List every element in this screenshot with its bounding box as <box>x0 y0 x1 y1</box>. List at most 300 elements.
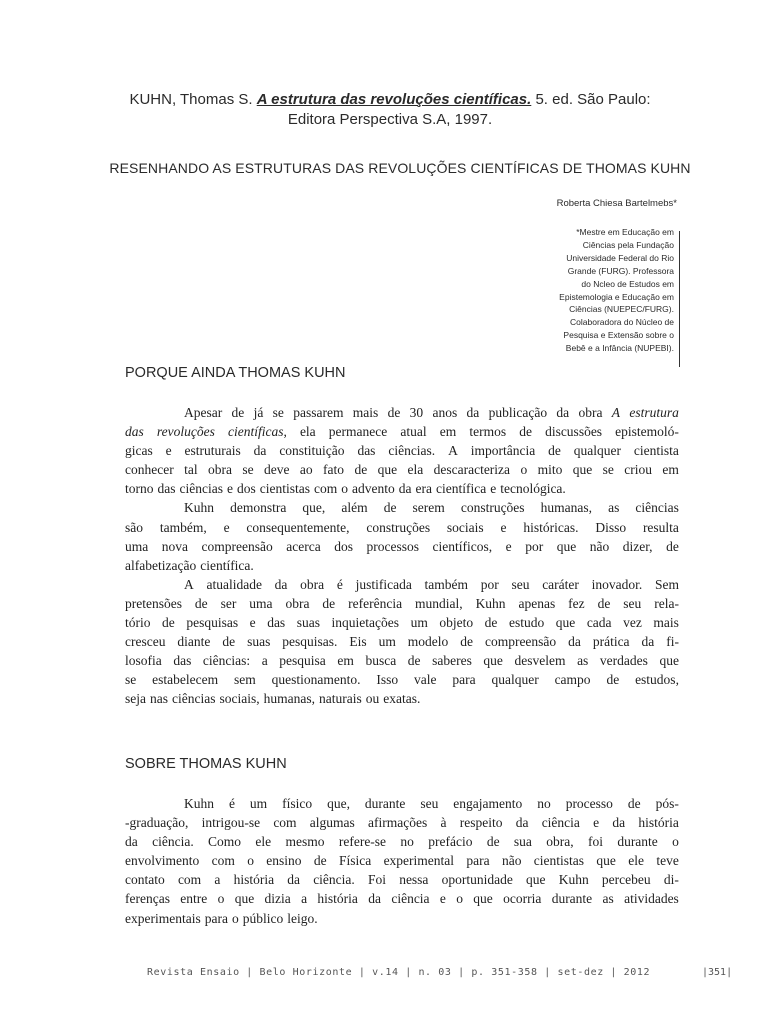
word: de <box>519 424 532 440</box>
word: um <box>410 615 428 631</box>
word: modelo <box>407 634 449 650</box>
section-body-porque <box>125 403 679 709</box>
word: fato <box>323 462 345 478</box>
word: de <box>460 634 473 650</box>
footnote-line: Colaboradora do Núcleo de <box>570 317 674 328</box>
word: estudos, <box>635 672 679 688</box>
word: seja <box>125 691 146 707</box>
section-heading-porque: PORQUE AINDA THOMAS KUHN <box>125 365 346 381</box>
word: se <box>272 405 284 420</box>
word: de <box>606 672 620 688</box>
word: que <box>556 538 577 554</box>
word: pesquisas <box>186 615 239 631</box>
section-body-sobre <box>125 794 679 928</box>
word: gicas <box>125 443 153 459</box>
italic-word: das <box>125 424 144 440</box>
word: com <box>273 815 297 831</box>
word: da <box>287 872 300 888</box>
word: foi <box>587 834 603 850</box>
citation-author: KUHN, Thomas S. <box>129 91 253 108</box>
footnote-line: Bebê e a Infância (NUPEBI). <box>565 343 674 354</box>
word: por <box>525 538 544 554</box>
word: verdades <box>599 653 648 669</box>
word: ciências. <box>388 443 436 459</box>
word: oportunidade <box>441 872 513 888</box>
word: obra <box>300 576 325 592</box>
word: leigo. <box>287 910 318 926</box>
word: é <box>228 796 235 811</box>
text-line <box>125 556 679 575</box>
word: de <box>666 538 679 554</box>
word: que <box>377 462 398 478</box>
word: ele <box>628 853 644 869</box>
word: pretensões <box>125 595 182 611</box>
word: suas <box>247 634 271 650</box>
word: que, <box>327 796 350 811</box>
word: experimentais <box>125 910 201 926</box>
word: advento <box>352 481 395 497</box>
word: nas <box>150 691 168 707</box>
word: compreensão <box>484 634 557 650</box>
word: naturais <box>318 691 362 707</box>
text-line <box>125 794 679 813</box>
word: fez <box>568 595 585 611</box>
word: e <box>439 891 446 907</box>
word: Apesar <box>184 405 223 420</box>
word: tal <box>184 462 198 478</box>
book-citation <box>110 90 670 130</box>
italic-word: revoluções <box>156 424 215 440</box>
word: e <box>226 481 233 497</box>
footnote-line: do Ncleo de Estudos em <box>581 278 674 289</box>
word: e <box>500 519 507 535</box>
text-line <box>125 689 679 708</box>
word: justificada <box>355 576 412 592</box>
word: constituição <box>279 443 345 459</box>
word: que <box>483 653 503 669</box>
word: não <box>501 853 522 869</box>
word: termos <box>469 424 507 440</box>
word: referência <box>348 595 403 611</box>
text-line <box>125 632 679 651</box>
word: que <box>526 872 546 888</box>
word: o <box>341 481 348 497</box>
word: sem <box>233 672 256 688</box>
text-line <box>125 670 679 689</box>
word: além <box>341 500 368 516</box>
text-line <box>125 479 679 498</box>
word: ser <box>220 595 237 611</box>
word: ele <box>255 834 272 850</box>
text-line <box>125 537 679 556</box>
word: ou <box>365 691 380 707</box>
word: tório <box>125 615 151 631</box>
word: durante <box>551 891 593 907</box>
word: de <box>387 405 401 420</box>
word: para <box>466 853 490 869</box>
word: se <box>602 462 614 478</box>
word: saberes <box>432 653 472 669</box>
footnote-line: Grande (FURG). Professora <box>567 265 674 276</box>
word: da <box>612 815 626 831</box>
text-line <box>125 498 679 517</box>
word: entre <box>180 891 208 907</box>
word: não <box>589 538 610 554</box>
word: com <box>314 481 338 497</box>
word: acerca <box>286 538 321 554</box>
word: ciências <box>179 481 223 497</box>
word: dos <box>236 481 256 497</box>
word: diante <box>177 634 211 650</box>
word: alfabetização <box>125 557 197 573</box>
word: dizia <box>264 891 291 907</box>
word: de <box>313 853 327 869</box>
word: conhecer <box>125 462 174 478</box>
word: ocorria <box>503 891 542 907</box>
word: uma <box>125 538 149 554</box>
word: mundial, <box>415 595 463 611</box>
word: história <box>317 891 358 907</box>
word: envolvimento <box>125 853 200 869</box>
word: seu <box>420 796 439 811</box>
footnote-line: Pesquisa e Extensão sobre o <box>563 330 674 341</box>
word: sua <box>513 834 532 850</box>
word: ciências <box>172 691 216 707</box>
word: contato <box>125 872 165 888</box>
word: qualquer <box>573 443 621 459</box>
word: ciências <box>635 500 679 516</box>
word: humanas, <box>540 500 593 516</box>
word: deve <box>264 462 290 478</box>
section-heading-sobre: SOBRE THOMAS KUHN <box>125 756 287 772</box>
word: 30 <box>409 405 424 420</box>
word: as <box>608 500 620 516</box>
citation-publisher: Editora Perspectiva S.A, 1997. <box>287 111 493 128</box>
word: durante <box>617 834 658 850</box>
word: dos <box>334 538 354 554</box>
word: no <box>400 834 414 850</box>
citation-edition: 5. ed. São Paulo: <box>535 91 651 108</box>
word: um <box>378 634 396 650</box>
word: estabelecem <box>152 672 219 688</box>
word: de <box>627 796 641 811</box>
word: se <box>242 462 254 478</box>
word: de <box>354 462 368 478</box>
word: vale <box>413 672 437 688</box>
text-line <box>125 813 679 832</box>
word: que <box>234 891 255 907</box>
word: também <box>424 576 469 592</box>
word: Kuhn <box>184 500 214 516</box>
author-name: Roberta Chiesa Bartelmebs* <box>556 198 677 209</box>
word: losofia <box>125 653 162 669</box>
word: cientistas <box>259 481 310 497</box>
word: construções <box>366 519 431 535</box>
word: as <box>577 653 589 669</box>
text-line <box>125 594 679 613</box>
word: obra <box>208 462 232 478</box>
word: A <box>184 576 194 592</box>
word: que <box>659 653 679 669</box>
text-line <box>125 441 679 460</box>
word: processo <box>565 796 613 811</box>
word: da <box>253 443 267 459</box>
word: qualquer <box>491 672 539 688</box>
word: atual <box>400 424 427 440</box>
word: a <box>301 891 308 907</box>
word: Disso <box>595 519 627 535</box>
word: Kuhn <box>184 796 214 811</box>
word: anos <box>432 405 458 420</box>
text-line <box>125 422 679 441</box>
word: refere-se <box>338 834 387 850</box>
word: objeto <box>439 615 474 631</box>
word: obra <box>285 595 310 611</box>
author-footnote <box>504 226 674 355</box>
page-number: |351| <box>702 967 733 978</box>
word: permanece <box>328 424 388 440</box>
word: estudo <box>508 615 545 631</box>
word: exatas. <box>383 691 421 707</box>
word: Isso <box>376 672 399 688</box>
word: cientistas <box>533 853 585 869</box>
word: um <box>249 796 268 811</box>
word: da <box>274 576 288 592</box>
word: obra <box>578 405 603 420</box>
citation-book-title: A estrutura das revoluções científicas. <box>256 91 532 108</box>
footnote-line: Ciências pela Fundação <box>582 239 674 250</box>
word: epistemoló- <box>615 424 679 440</box>
word: de <box>486 834 500 850</box>
word: à <box>440 815 447 831</box>
word: de <box>194 595 208 611</box>
word: sociais <box>446 519 484 535</box>
word: da <box>568 634 581 650</box>
word: fi- <box>666 634 679 650</box>
word: história <box>233 872 275 888</box>
word: prática <box>592 634 630 650</box>
word: com <box>211 853 235 869</box>
word: da <box>368 891 381 907</box>
word: e <box>223 519 230 535</box>
word: Kuhn <box>475 595 506 611</box>
word: da <box>466 405 480 420</box>
word: tecnológica. <box>500 481 566 497</box>
word: ciência. <box>152 834 194 850</box>
word: Eis <box>349 634 367 650</box>
text-line <box>125 518 679 537</box>
text-line <box>125 613 679 632</box>
word: de <box>162 615 175 631</box>
word: criou <box>624 462 653 478</box>
word: que <box>596 853 616 869</box>
word: ciência. <box>313 872 355 888</box>
word: caráter <box>542 576 579 592</box>
word: pós- <box>655 796 679 811</box>
word: o <box>217 891 225 907</box>
word: da <box>398 481 412 497</box>
word: de <box>548 443 561 459</box>
word: em <box>439 424 457 440</box>
word: nova <box>161 538 189 554</box>
word: o <box>520 462 528 478</box>
word: de <box>597 595 611 611</box>
word: de <box>231 405 245 420</box>
word: para <box>452 672 476 688</box>
word: percebeu <box>601 872 651 888</box>
word: Física <box>338 853 372 869</box>
word: a <box>261 653 268 669</box>
word: das <box>357 443 376 459</box>
word: ciência <box>541 815 580 831</box>
word: experimental <box>383 853 455 869</box>
word: inquietações <box>331 615 400 631</box>
word: também, <box>159 519 207 535</box>
word: ela <box>407 462 424 478</box>
word: compreensão <box>201 538 273 554</box>
word: físico <box>282 796 313 811</box>
word: estruturais <box>184 443 241 459</box>
word: ao <box>299 462 313 478</box>
word: históricas. <box>523 519 579 535</box>
text-line <box>125 651 679 670</box>
word: ensino <box>266 853 302 869</box>
word: resulta <box>642 519 679 535</box>
footnote-line: Epistemologia e Educação em <box>559 291 674 302</box>
word: com <box>177 872 202 888</box>
word: demonstra <box>230 500 287 516</box>
word: passarem <box>293 405 344 420</box>
italic-word: estrutura <box>629 405 679 420</box>
word: campo <box>554 672 591 688</box>
word: pesquisas. <box>282 634 338 650</box>
word: busca <box>365 653 397 669</box>
italic-word: científicas, <box>227 424 287 440</box>
word: vez <box>623 615 642 631</box>
word: em <box>662 462 679 478</box>
word: respeito <box>459 815 503 831</box>
word: da <box>641 634 655 650</box>
word: suas <box>296 615 320 631</box>
word: mesmo <box>285 834 325 850</box>
word: sociais, <box>219 691 260 707</box>
footnote-line: Universidade Federal do Rio <box>566 252 674 263</box>
word: A <box>448 443 458 459</box>
word: e <box>505 538 512 554</box>
citation-line-1 <box>110 90 670 110</box>
footnote-rule <box>679 231 680 367</box>
word: era <box>415 481 432 497</box>
word: torno <box>125 481 154 497</box>
footnote-line: *Mestre em Educação em <box>576 227 674 237</box>
word: durante <box>364 796 406 811</box>
word: científica <box>435 481 487 497</box>
footnote-line: Ciências (NUEPEC/FURG). <box>569 304 674 315</box>
text-line <box>125 889 679 908</box>
text-line <box>125 460 679 479</box>
text-line <box>125 870 679 889</box>
word: se <box>125 672 137 688</box>
word: processos <box>366 538 420 554</box>
word: seu <box>623 595 642 611</box>
word: inovador. <box>591 576 643 592</box>
word: cientista <box>633 443 679 459</box>
word: consequentemente, <box>246 519 350 535</box>
word: para <box>204 910 228 926</box>
word: ciências: <box>202 653 251 669</box>
word: as <box>602 891 614 907</box>
word: importância <box>470 443 536 459</box>
word: intrigou-se <box>201 815 261 831</box>
word: uma <box>249 595 273 611</box>
word: de <box>322 595 336 611</box>
word: da <box>515 815 529 831</box>
word: público <box>242 910 284 926</box>
word: prefácio <box>428 834 473 850</box>
word: desvelem <box>514 653 566 669</box>
word: de <box>383 500 397 516</box>
italic-word: A <box>611 405 621 420</box>
text-line <box>125 909 679 928</box>
word: de <box>407 653 421 669</box>
word: di- <box>663 872 679 888</box>
word: científicos, <box>432 538 493 554</box>
word: -graduação, <box>125 815 189 831</box>
word: teve <box>656 853 679 869</box>
word: da <box>556 405 570 420</box>
word: cada <box>586 615 612 631</box>
word: que <box>572 462 593 478</box>
word: pesquisa <box>279 653 326 669</box>
word: humanas, <box>263 691 315 707</box>
word: que, <box>302 500 326 516</box>
review-title: RESENHANDO AS ESTRUTURAS DAS REVOLUÇÕES CIENTÍFICAS DE THOMAS KUHN <box>109 160 691 176</box>
word: no <box>537 796 551 811</box>
text-line <box>125 851 679 870</box>
word: o <box>231 910 239 926</box>
word: das <box>267 615 286 631</box>
word: que <box>473 891 493 907</box>
word: em <box>337 653 354 669</box>
word: mais <box>653 615 679 631</box>
word: das <box>173 653 192 669</box>
word: cresceu <box>125 634 166 650</box>
word: Kuhn <box>558 872 589 888</box>
journal-footer: Revista Ensaio | Belo Horizonte | v.14 | n. 03 | p. 351-358 | set-dez | 2012 <box>147 967 651 978</box>
word: mais <box>352 405 379 420</box>
word: discussões <box>545 424 603 440</box>
word: apenas <box>518 595 556 611</box>
word: e <box>593 815 600 831</box>
text-line <box>125 832 679 851</box>
word: e <box>490 481 497 497</box>
word: mito <box>537 462 563 478</box>
word: nessa <box>399 872 429 888</box>
word: é <box>336 576 343 592</box>
word: dizer, <box>622 538 653 554</box>
word: atualidade <box>206 576 262 592</box>
word: ela <box>299 424 316 440</box>
word: Sem <box>654 576 679 592</box>
text-line <box>125 575 679 594</box>
word: que <box>555 615 576 631</box>
word: publicação <box>488 405 548 420</box>
word: descaracteriza <box>433 462 511 478</box>
word: da <box>125 834 138 850</box>
word: e <box>165 443 172 459</box>
word: algumas <box>309 815 355 831</box>
word: a <box>214 872 221 888</box>
